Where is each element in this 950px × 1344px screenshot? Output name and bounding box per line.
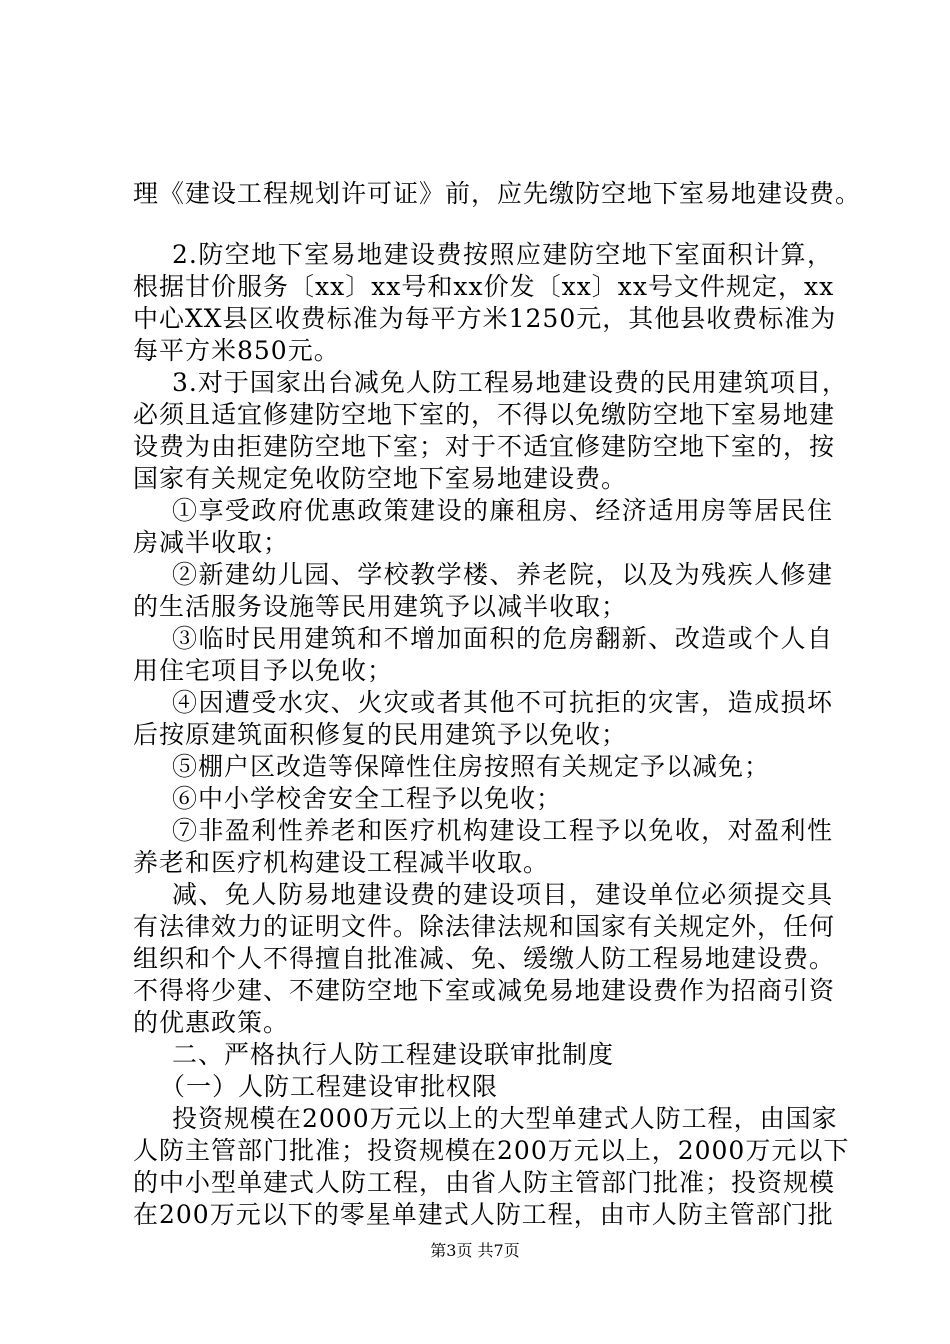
- text-line: ①享受政府优惠政策建设的廉租房、经济适用房等居民住: [172, 496, 833, 525]
- text-line: 的优惠政策。: [133, 1008, 290, 1037]
- text-line: 设费为由拒建防空地下室；对于不适宜修建防空地下室的，按: [133, 432, 836, 461]
- text-line: 根据甘价服务〔xx〕xx号和xx价发〔xx〕xx号文件规定，xx: [133, 272, 835, 301]
- text-line: 在200万元以下的零星单建式人防工程，由市人防主管部门批: [133, 1200, 834, 1229]
- text-line: 减、免人防易地建设费的建设项目，建设单位必须提交具: [172, 880, 833, 909]
- text-line: ②新建幼儿园、学校教学楼、养老院，以及为残疾人修建: [172, 560, 833, 589]
- text-line: 每平方米850元。: [133, 336, 340, 365]
- text-line: 后按原建筑面积修复的民用建筑予以免收；: [133, 720, 628, 749]
- text-line: 不得将少建、不建防空地下室或减免易地建设费作为招商引资: [133, 976, 836, 1005]
- text-line: 3.对于国家出台减免人防工程易地建设费的民用建筑项目，: [172, 368, 848, 397]
- text-line: 的中小型单建式人防工程，由省人防主管部门批准；投资规模: [133, 1168, 836, 1197]
- text-line: 国家有关规定免收防空地下室易地建设费。: [133, 464, 628, 493]
- text-line: 2.防空地下室易地建设费按照应建防空地下室面积计算，: [172, 240, 833, 269]
- text-line: 有法律效力的证明文件。除法律法规和国家有关规定外，任何: [133, 912, 836, 941]
- text-line: 的生活服务设施等民用建筑予以减半收取；: [133, 592, 628, 621]
- subsection-heading: （一）人防工程建设审批权限: [160, 1072, 499, 1101]
- text-line: 中心XX县区收费标准为每平方米1250元，其他县收费标准为: [133, 304, 837, 333]
- text-line: 组织和个人不得擅自批准减、免、缓缴人防工程易地建设费。: [133, 944, 836, 973]
- text-line: 人防主管部门批准；投资规模在200万元以上，2000万元以下: [133, 1136, 850, 1165]
- text-line: 投资规模在2000万元以上的大型单建式人防工程，由国家: [172, 1104, 838, 1133]
- text-line: ⑤棚户区改造等保障性住房按照有关规定予以减免；: [172, 752, 771, 781]
- text-line: 理《建设工程规划许可证》前，应先缴防空地下室易地建设费。: [133, 179, 862, 208]
- text-line: ⑥中小学校舍安全工程予以免收；: [172, 784, 563, 813]
- text-line: 房减半收取；: [133, 528, 290, 557]
- page-footer: [0, 1241, 950, 1261]
- text-line: 用住宅项目予以免收；: [133, 656, 394, 685]
- text-line: 养老和医疗机构建设工程减半收取。: [133, 848, 550, 877]
- text-line: ⑦非盈利性养老和医疗机构建设工程予以免收，对盈利性: [172, 816, 833, 845]
- text-line: ③临时民用建筑和不增加面积的危房翻新、改造或个人自: [172, 624, 833, 653]
- text-line: ④因遭受水灾、火灾或者其他不可抗拒的灾害，造成损坏: [172, 688, 833, 717]
- page-number: 第3页 共7页: [430, 1241, 520, 1260]
- text-line: 必须且适宜修建防空地下室的，不得以免缴防空地下室易地建: [133, 400, 836, 429]
- section-heading: 二、严格执行人防工程建设联审批制度: [172, 1040, 615, 1069]
